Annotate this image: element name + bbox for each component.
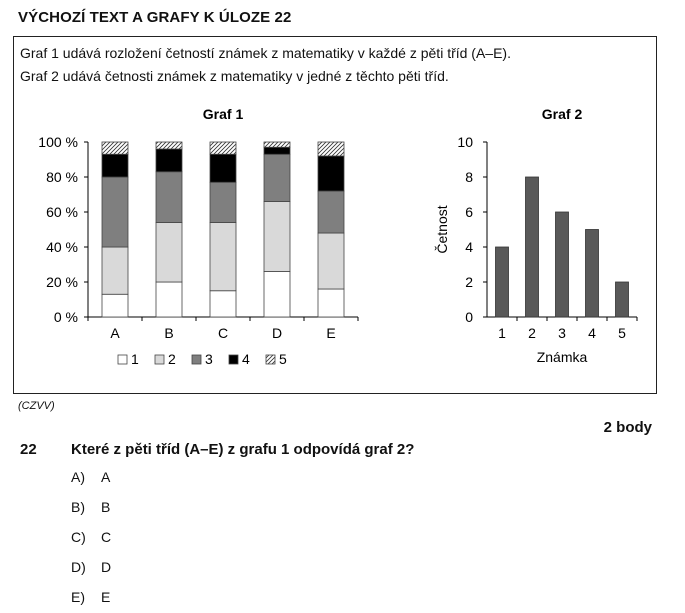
graf-1-x-tick-label: D <box>271 325 283 341</box>
option-value: B <box>101 499 111 515</box>
graf-1-y-tick-label: 60 % <box>46 204 78 220</box>
graf-1-y-tick-label: 80 % <box>46 169 78 185</box>
option-b[interactable] <box>71 499 110 515</box>
question-text: Které z pěti tříd (A–E) z grafu 1 odpovídá graf 2? <box>71 441 415 458</box>
graf-1-x-tick-label: E <box>326 325 336 341</box>
option-d[interactable] <box>71 559 111 575</box>
source-note: (CZVV) <box>18 400 55 412</box>
intro-line-2: Graf 2 udává četnosti známek z matematiky v jedné z těchto pěti tříd. <box>20 68 449 84</box>
graf-2-x-tick-label: 3 <box>558 325 566 341</box>
graf-2-x-tick-label: 4 <box>588 325 596 341</box>
graf-1-title: Graf 1 <box>202 106 244 122</box>
option-letter: B) <box>71 499 85 515</box>
graf-2-y-tick-label: 0 <box>465 309 473 325</box>
option-value: D <box>101 559 112 575</box>
graf-2-y-tick-label: 10 <box>457 134 473 150</box>
option-e[interactable] <box>71 589 110 605</box>
graf-2-bar-3 <box>556 212 569 317</box>
option-value: E <box>101 589 111 605</box>
graf-2-y-tick-label: 4 <box>465 239 473 255</box>
graf-1-y-tick-label: 40 % <box>46 239 78 255</box>
section-heading: VÝCHOZÍ TEXT A GRAFY K ÚLOZE 22 <box>18 9 292 26</box>
option-a[interactable] <box>71 469 110 485</box>
option-letter: D) <box>71 559 86 575</box>
graf-1-legend-label: 4 <box>242 351 250 367</box>
graf-2-y-tick-label: 6 <box>465 204 473 220</box>
graf-2-bar-1 <box>496 247 509 317</box>
option-c[interactable] <box>71 529 111 545</box>
graf-1-x-tick-label: B <box>164 325 174 341</box>
points-label: 2 body <box>603 419 652 436</box>
graf-2-title: Graf 2 <box>541 106 583 122</box>
graf-1-legend-label: 5 <box>279 351 287 367</box>
question-number: 22 <box>20 441 37 458</box>
graf-1-y-tick-label: 0 % <box>53 309 78 325</box>
intro-line-1: Graf 1 udává rozložení četností známek z matematiky v každé z pěti tříd (A–E). <box>20 45 511 61</box>
graf-2-y-tick-label: 2 <box>465 274 473 290</box>
option-letter: C) <box>71 529 86 545</box>
option-letter: E) <box>71 589 85 605</box>
graf-1-legend-label: 3 <box>205 351 213 367</box>
graf-2-bar-2 <box>526 177 539 317</box>
graf-2-x-tick-label: 5 <box>618 325 626 341</box>
graf-2-x-axis-label: Známka <box>536 349 588 365</box>
option-letter: A) <box>71 469 85 485</box>
graf-2-y-axis-label: Četnost <box>434 205 450 254</box>
option-value: A <box>101 469 111 485</box>
graf-1-x-tick-label: A <box>110 325 120 341</box>
graf-1-y-tick-label: 100 % <box>38 134 78 150</box>
graf-2-y-tick-label: 8 <box>465 169 473 185</box>
graf-2-x-tick-label: 1 <box>498 325 506 341</box>
graf-2-bar-5 <box>616 282 629 317</box>
option-value: C <box>101 529 112 545</box>
graf-1-legend-label: 1 <box>131 351 139 367</box>
graf-1-legend-label: 2 <box>168 351 176 367</box>
graf-2-bar-4 <box>586 230 599 318</box>
graf-1-x-tick-label: C <box>217 325 229 341</box>
graf-1-y-tick-label: 20 % <box>46 274 78 290</box>
graf-2-x-tick-label: 2 <box>528 325 536 341</box>
